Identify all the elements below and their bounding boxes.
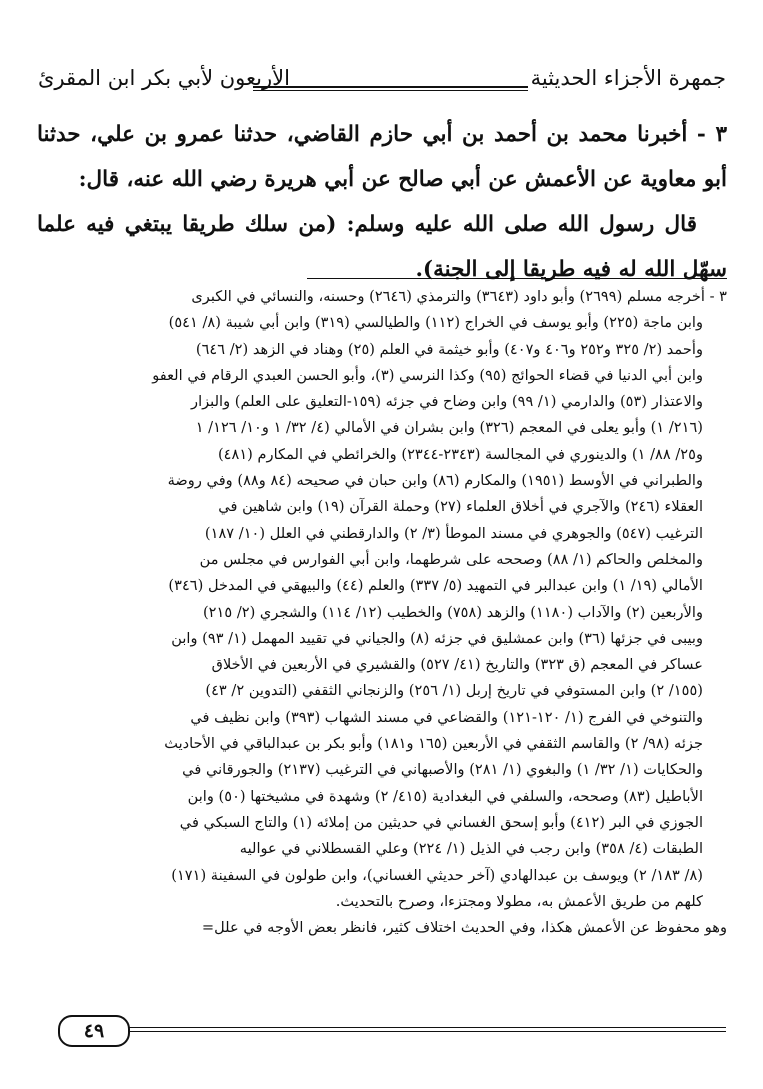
footnote-line: كلهم من طريق الأعمش به، مطولا ومجتزءا، وصرح بالتحديث.	[335, 892, 703, 910]
footnote-line: والاعتذار (٥٣) والدارمي (١/ ٩٩) وابن وضاح في جزئه (١٥٩-التعليق على العلم) والبزار	[191, 393, 703, 411]
footnote-line: والطبراني في الأوسط (١٩٥١) والمكارم (٨٦) وابن حبان في صحيحه (٨٤ و٨٨) وفي روضة	[167, 472, 703, 490]
footer-rule	[116, 1027, 726, 1032]
footnote-line: وهو محفوظ عن الأعمش هكذا، وفي الحديث اختلاف كثير، فانظر بعض الأوجه في علل=	[201, 919, 727, 937]
footnote-line: عساكر في المعجم (ق ٣٢٣) والتاريخ (٤١/ ٥٢٧) والقشيري في الأربعين في الأخلاق	[211, 656, 703, 674]
footnote-line: الجوزي في البر (٤١٢) وأبو إسحق الغساني في حديثين من إملائه (١) والتاج السبكي في	[179, 813, 703, 831]
footnote-line: (١٥٥/ ٢) وابن المستوفي في تاريخ إربل (١/ ٢٥٦) والزنجاني الثقفي (التدوين ٢/ ٤٣)	[205, 682, 703, 700]
footnote-line: الطبقات (٤/ ٣٥٨) وابن رجب في الذيل (١/ ٢٢٤) وعلي القسطلاني في عواليه	[239, 840, 703, 858]
footnote-line: الترغيب (٥٤٧) والجوهري في مسند الموطأ (٣/ ٢) والدارقطني في العلل (١٠/ ١٨٧)	[204, 524, 703, 542]
footnote-separator	[307, 278, 727, 279]
footnote-line: وابن ماجة (٢٢٥) وأبو يوسف في الخراج (١١٢) والطيالسي (٣١٩) وابن أبي شيبة (٨/ ٥٤١)	[168, 314, 703, 332]
page-footer	[36, 1015, 726, 1045]
header-rule	[253, 86, 528, 91]
footnote-line: والتنوخي في الفرج (١/ ١٢٠-١٢١) والقضاعي في مسند الشهاب (٣٩٣) وابن نظيف في	[190, 708, 703, 726]
footnote-line: الأمالي (١٩/ ١) وابن عبدالبر في التمهيد (٥/ ٣٣٧) والعلم (٤٤) والبيهقي في المدخل (٣٤٦)	[168, 577, 703, 595]
footnote-line: والحكايات (١/ ٣٢/ ١) والبغوي (١/ ٢٨١) والأصبهاني في الترغيب (٢١٣٧) والجورقاني في	[182, 761, 703, 779]
footnote-line: (٢١٦/ ١) وأبو يعلى في المعجم (٣٢٦) وابن بشران في الأمالي (٤/ ٣٢/ ١ و١٠/ ١٢٦/ ١	[195, 419, 703, 437]
footnote-line: والأربعين (٢) والآداب (١١٨٠) والزهد (٧٥٨) والخطيب (١٢/ ١١٤) والشجري (٢/ ٢١٥)	[202, 603, 703, 621]
footnote-line: وبيبى في جزئها (٣٦) وابن عمشليق في جزئه (٨) والجياني في تقييد المهمل (١/ ٩٣) وابن	[171, 629, 703, 647]
footnote-line: الأباطيل (٨٣) وصححه، والسلفي في البغدادية (٤١٥/ ٢) وشهدة في مشيختها (٥٠) وابن	[187, 787, 703, 805]
header-section-title: الأربعون لأبي بكر ابن المقرئ	[38, 66, 290, 90]
footnote-line: ٣ - أخرجه مسلم (٢٦٩٩) وأبو داود (٣٦٤٣) والترمذي (٢٦٤٦) وحسنه، والنسائي في الكبرى	[191, 288, 727, 305]
running-header	[38, 66, 726, 100]
hadith-text	[37, 112, 727, 292]
isnad-paragraph: ٣ - أخبرنا محمد بن أحمد بن أبي حازم القاضي، حدثنا عمرو بن علي، حدثنا أبو معاوية عن الأعمش عن أبي صالح عن أبي هريرة رضي الله عنه، قال:	[37, 122, 727, 192]
footnote-line: والمخلص والحاكم (١/ ٨٨) وصححه على شرطهما، وابن أبي الفوارس في مجلس من	[199, 550, 703, 568]
footnote-line: و٢٥/ ٨٨/ ١) والدينوري في المجالسة (٢٣٤٣-٢٣٤٤) والخرائطي في المكارم (٤٨١)	[217, 445, 703, 463]
page-number: ٤٩	[58, 1015, 130, 1047]
footnote-line: جزئه (٩٨/ ٢) والقاسم الثقفي في الأربعين (١٦٥ و١٨١) وأبو بكر بن عبدالباقي في الأحاديث	[164, 735, 703, 753]
footnote-line: وابن أبي الدنيا في قضاء الحوائج (٩٥) وكذا النرسي (٣)، وأبو الحسن العبدي الرقام في العفو	[152, 366, 703, 384]
matn-paragraph: قال رسول الله صلى الله عليه وسلم: (من سلك طريقا يبتغي فيه علما سهّل الله له فيه طريقا إلى الجنة).	[37, 212, 727, 282]
footnote-line: (٨/ ١٨٣/ ٢) ويوسف بن عبدالهادي (آخر حديثي الغساني)، وابن طولون في السفينة (١٧١)	[171, 866, 703, 884]
header-book-title: جمهرة الأجزاء الحديثية	[530, 66, 726, 90]
footnote-line: العقلاء (٢٤٦) والآجري في أخلاق العلماء (٢٧) وحملة القرآن (١٩) وابن شاهين في	[218, 498, 703, 516]
footnotes	[37, 284, 727, 941]
footnote-line: وأحمد (٢/ ٣٢٥ و٢٥٢ و٤٠٦ و٤٠٧) وأبو خيثمة في العلم (٢٥) وهناد في الزهد (٢/ ٦٤٦)	[195, 340, 703, 358]
